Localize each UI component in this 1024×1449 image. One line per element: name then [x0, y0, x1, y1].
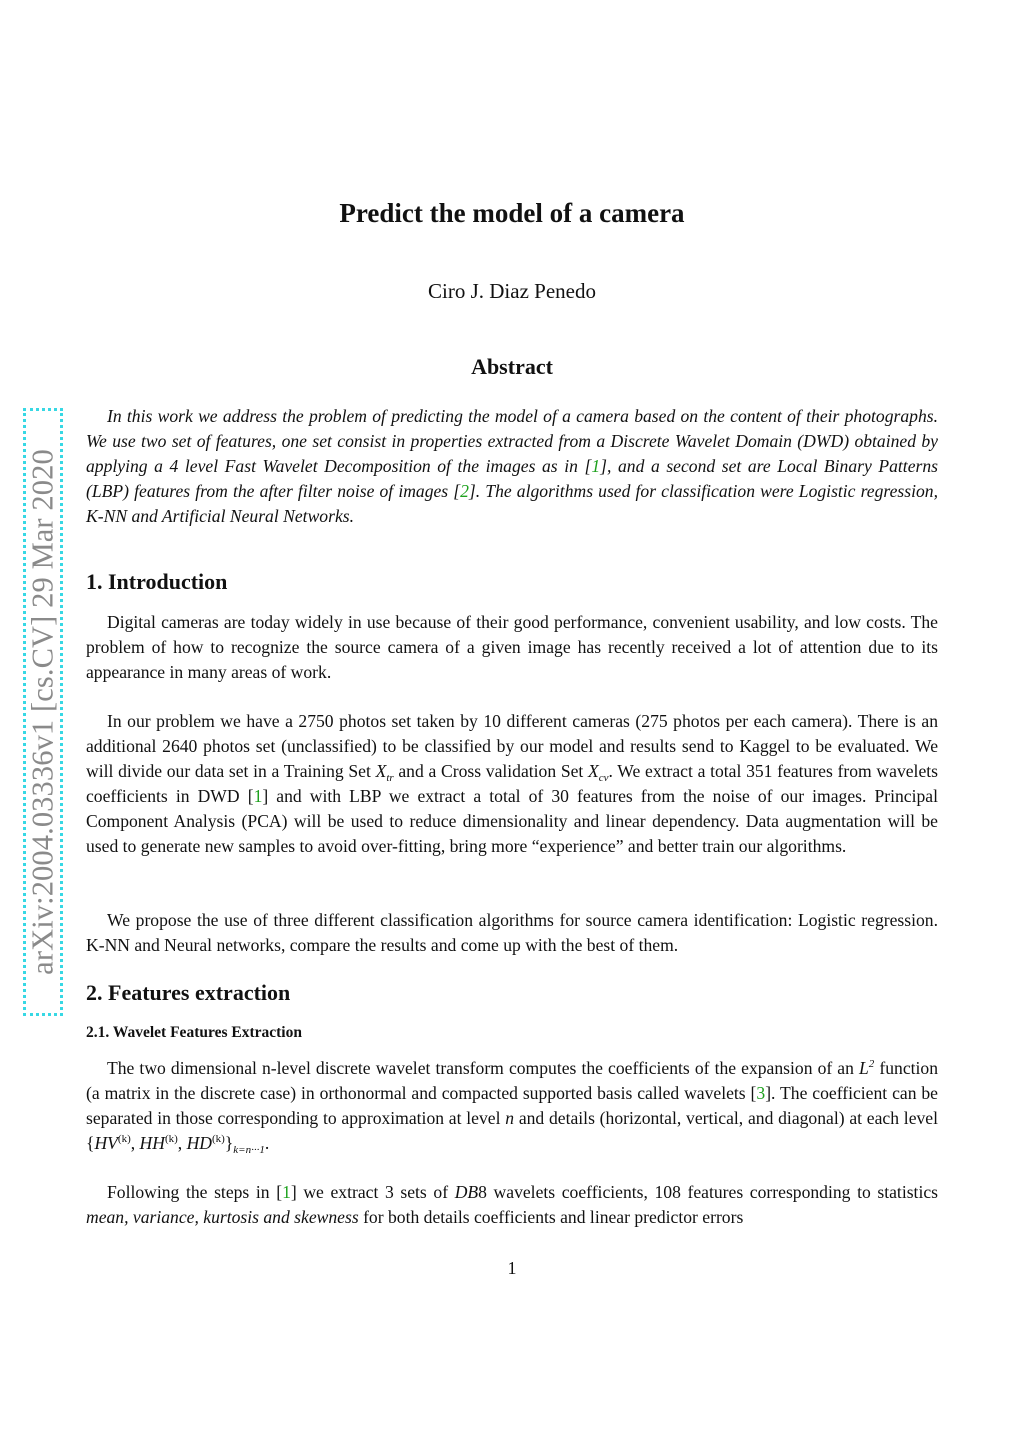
subsection-heading-wavelet: 2.1. Wavelet Features Extraction	[86, 1024, 302, 1041]
page-number: 1	[507, 1258, 517, 1278]
math-l2: $L^2$	[859, 1058, 875, 1078]
citation-link-1[interactable]: 1	[591, 456, 601, 476]
citation-link-3[interactable]: 3	[756, 1083, 766, 1103]
math-x-train: $X_{tr}$	[375, 761, 394, 784]
wavelet-paragraph-2: Following the steps in [1] we extract 3 sets of DB8 wavelets coefficients, 108 features corresponding to statistics mean, variance, kurtosis and skewness for both details coefficients and linear predictor errors	[86, 1182, 938, 1227]
citation-link-1[interactable]: 1	[253, 786, 263, 806]
math-x-cv: $X_{cv}$	[588, 761, 609, 784]
abstract-heading: Abstract	[471, 354, 553, 379]
abstract-text: In this work we address the problem of predicting the model of a camera based on the content of their photographs. We use two set of features, one set consist in properties extracted from a Discrete Wavelet Domain (DWD) obtained by applying a 4 level Fast Wavelet Decomposition of the images as in [1], and a second set are Local Binary Patterns (LBP) features from the after filter noise of images [2]. The algorithms used for classification were Logistic regression, K-NN and Artificial Neural Networks.	[86, 406, 938, 526]
intro-paragraph-2: In our problem we have a 2750 photos set taken by 10 different cameras (275 photos per each camera). There is an additional 2640 photos set (unclassified) to be classified by our model and results send to Kaggel to be evaluated. We will divide our data set in a Training Set $X_{tr}$ and a Cross validation Set $X_{cv}$. We extract a total 351 features from wavelets coefficients in DWD [1] and with LBP we extract a total of 30 features from the noise of our images. Principal Component Analysis (PCA) will be used to reduce dimensionality and linear dependency. Data augmentation will be used to generate new samples to avoid over-fitting, bring more “experience” and better train our algorithms.	[86, 711, 939, 856]
intro-paragraph-1: Digital cameras are today widely in use because of their good performance, convenient usability, and low costs. The problem of how to recognize the source camera of a given image has recently received a lot of attention due to its appearance in many areas of work.	[86, 612, 938, 682]
paper-title: Predict the model of a camera	[339, 198, 685, 228]
paper-author: Ciro J. Diaz Penedo	[428, 279, 596, 303]
wavelet-paragraph-1: The two dimensional n-level discrete wavelet transform computes the coefficients of the expansion of an $L^2$ function (a matrix in the discrete case) in orthonormal and compacted supported basis called wavelets [3]. The coefficient can be separated in those corresponding to approximation at level n and details (horizontal, vertical, and diagonal) at each level {HV$^{(k)}$, HH$^{(k)}$, $HD^{(k)}\}_{k=n\cdot\cdot\cdot 1}$.	[86, 1058, 939, 1156]
citation-link-1[interactable]: 1	[282, 1182, 291, 1202]
arxiv-sidebar-id: arXiv:2004.03336v1 [cs.CV] 29 Mar 2020	[25, 449, 60, 975]
section-heading-introduction: 1. Introduction	[86, 569, 228, 594]
citation-link-2[interactable]: 2	[460, 481, 469, 501]
intro-paragraph-3: We propose the use of three different classification algorithms for source camera identification: Logistic regression. K-NN and Neural networks, compare the results and come up with the best of them.	[86, 910, 938, 955]
math-detail-set: {HV$^{(k)}$, HH$^{(k)}$, $HD^{(k)}\}_{k=n\cdot\cdot\cdot 1}$	[86, 1133, 265, 1156]
section-heading-features: 2. Features extraction	[86, 980, 291, 1005]
